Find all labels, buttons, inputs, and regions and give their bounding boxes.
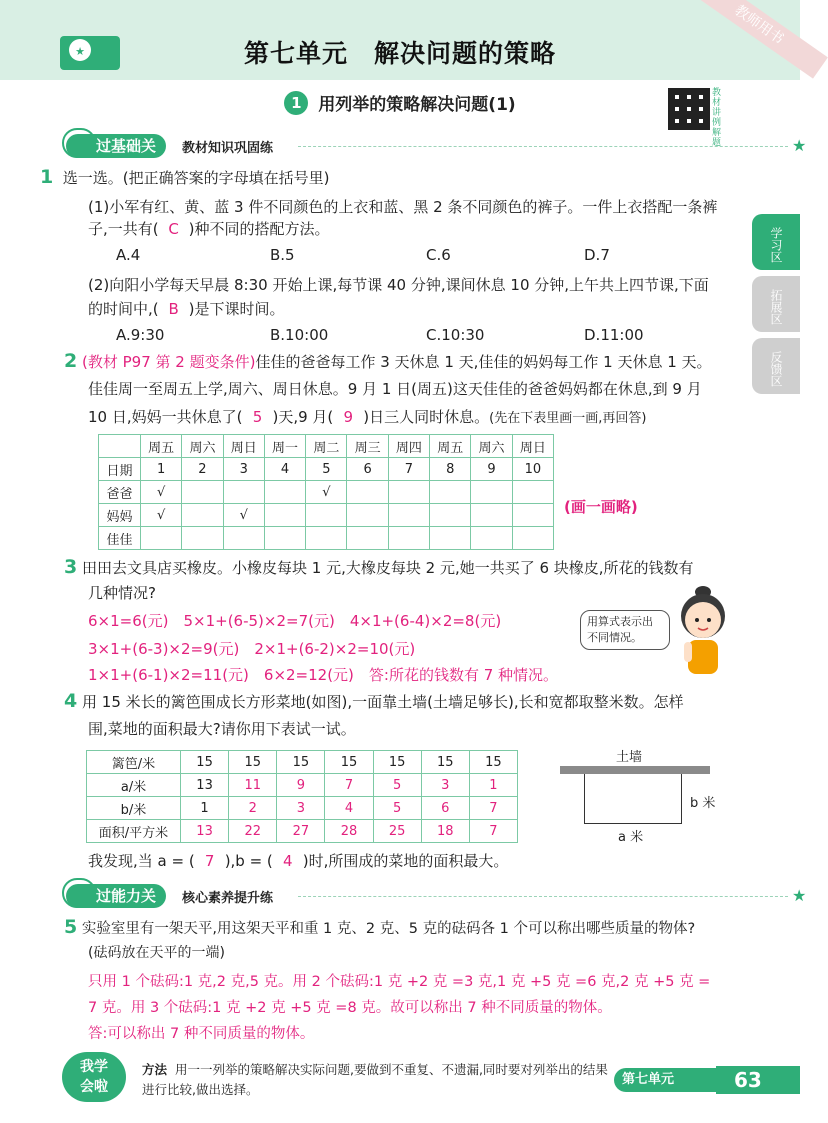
table-cell: [512, 527, 553, 550]
unit-label: 第七单元: [614, 1068, 716, 1092]
lesson-number: 1: [284, 91, 308, 115]
table-cell: 15: [277, 751, 325, 774]
table-cell: √: [223, 504, 264, 527]
q2-line2: 佳佳周一至周五上学,周六、周日休息。9 月 1 日(周五)这天佳佳的爸爸妈妈都在休息,到 9 月: [88, 380, 702, 398]
table-cell: √: [141, 504, 182, 527]
speech-bubble: 用算式表示出不同情况。: [580, 610, 670, 650]
table-cell: 5: [373, 797, 421, 820]
table-cell: 3: [223, 458, 264, 481]
table-row: [87, 774, 518, 797]
b-label: b 米: [690, 796, 716, 811]
table-cell: [471, 527, 512, 550]
row-label: a/米: [87, 774, 181, 797]
q1-part2-line2: 的时间中,( B )是下课时间。: [88, 300, 285, 318]
table-cell: 27: [277, 820, 325, 843]
table-cell: [388, 504, 429, 527]
row-label: b/米: [87, 797, 181, 820]
q2-line1: 2 (教材 P97 第 2 题变条件)佳佳的爸爸每工作 3 天休息 1 天,佳佳的妈妈每工作 1 天休息 1 天。: [64, 350, 712, 372]
table-cell: [347, 481, 388, 504]
q1-part2-line1: (2)向阳小学每天早晨 8:30 开始上课,每节课 40 分钟,课间休息 10 分钟,上午共上四节课,下面: [88, 276, 709, 294]
table-cell: 9: [471, 458, 512, 481]
table-cell: 8: [430, 458, 471, 481]
vegetable-plot: [584, 774, 682, 824]
answer-blank[interactable]: 7: [204, 852, 215, 870]
corner-stamp: 教师用书: [690, 0, 828, 79]
wall-bar: [560, 766, 710, 774]
table-cell: [512, 481, 553, 504]
q4-line1: 4 用 15 米长的篱笆围成长方形菜地(如图),一面靠土墙(土墙足够长),长和宽都取整米数。怎样: [64, 690, 684, 712]
draw-note: (画一画略): [564, 498, 638, 516]
table-cell: [264, 504, 305, 527]
answer-blank[interactable]: 4: [283, 852, 293, 870]
q3-answer-line2: 3×1+(6-3)×2=9(元) 2×1+(6-2)×2=10(元): [88, 640, 416, 658]
question-number: 5: [64, 916, 78, 938]
table-row: [99, 527, 554, 550]
table-cell: [430, 527, 471, 550]
learned-badge: 我学 会啦: [62, 1052, 126, 1102]
table-cell: 4: [264, 458, 305, 481]
table-cell: 周三: [347, 435, 388, 458]
table-cell: [264, 527, 305, 550]
table-cell: √: [141, 481, 182, 504]
table-cell: [471, 504, 512, 527]
table-cell: [264, 481, 305, 504]
star-icon: ★: [792, 136, 807, 155]
table-cell: 1: [181, 797, 229, 820]
page-number: 63: [716, 1066, 800, 1094]
table-cell: 22: [229, 820, 277, 843]
table-cell: 7: [388, 458, 429, 481]
option-c: C.10:30: [426, 326, 485, 344]
source-note: (教材 P97 第 2 题变条件): [82, 353, 256, 371]
q3-answer-line3: 1×1+(6-1)×2=11(元) 6×2=12(元) 答:所花的钱数有 7 种情况。: [88, 666, 559, 684]
row-label: 篱笆/米: [87, 751, 181, 774]
table-cell: 7: [469, 820, 517, 843]
table-cell: 15: [229, 751, 277, 774]
table-cell: [347, 504, 388, 527]
answer-blank[interactable]: B: [168, 300, 179, 318]
q5-line2: (砝码放在天平的一端): [88, 945, 225, 961]
option-d: D.11:00: [584, 326, 644, 344]
divider: [298, 146, 788, 147]
table-cell: 25: [373, 820, 421, 843]
table-cell: 6: [347, 458, 388, 481]
table-cell: [182, 504, 223, 527]
q5-answer-line1: 只用 1 个砝码:1 克,2 克,5 克。用 2 个砝码:1 克 +2 克 =3 克,1 克 +5 克 =6 克,2 克 +5 克 =: [88, 974, 711, 990]
table-cell: [223, 527, 264, 550]
table-cell: 7: [325, 774, 373, 797]
divider: [298, 896, 788, 897]
table-cell: [141, 527, 182, 550]
table-cell: 5: [373, 774, 421, 797]
q5-answer-line3: 答:可以称出 7 种不同质量的物体。: [88, 1026, 315, 1042]
q2-line3: 10 日,妈妈一共休息了( 5 )天,9 月( 9 )日三人同时休息。(先在下表里画一画,再回答): [88, 408, 647, 426]
q3-line2: 几种情况?: [88, 584, 156, 602]
table-cell: 周六: [471, 435, 512, 458]
chapter-title: 第七单元 解决问题的策略: [243, 39, 556, 68]
answer-blank[interactable]: 5: [252, 408, 263, 426]
side-tab-study[interactable]: 学习区: [752, 214, 800, 270]
calendar-table: [98, 434, 554, 550]
method-label: 方法: [142, 1062, 168, 1077]
table-cell: [512, 504, 553, 527]
table-cell: 15: [421, 751, 469, 774]
question-number: 2: [64, 350, 78, 372]
q4-line2: 围,菜地的面积最大?请你用下表试一试。: [88, 720, 356, 738]
option-b: B.5: [270, 246, 295, 264]
table-cell: 28: [325, 820, 373, 843]
table-cell: 2: [229, 797, 277, 820]
table-cell: 15: [325, 751, 373, 774]
girl-character-icon: [670, 582, 736, 678]
table-cell: 3: [277, 797, 325, 820]
table-cell: 周五: [430, 435, 471, 458]
row-label: 日期: [99, 458, 141, 481]
wall-label: 土墙: [616, 750, 643, 765]
fence-table: [86, 750, 518, 843]
q1-stem: 1 选一选。(把正确答案的字母填在括号里): [40, 166, 330, 188]
method-tip: 方法 用一一列举的策略解决实际问题,要做到不重复、不遗漏,同时要对列举出的结果进行比较,做出选择。: [142, 1062, 608, 1097]
table-cell: [182, 527, 223, 550]
table-cell: 15: [469, 751, 517, 774]
table-row: [99, 504, 554, 527]
table-cell: [306, 504, 347, 527]
star-icon: ★: [792, 886, 807, 905]
side-tab-feedback[interactable]: 反馈区: [752, 338, 800, 394]
svg-text:★: ★: [75, 45, 85, 58]
option-a: A.9:30: [116, 326, 165, 344]
option-a: A.4: [116, 246, 141, 264]
table-cell: [430, 481, 471, 504]
table-cell: 4: [325, 797, 373, 820]
table-cell: 周日: [223, 435, 264, 458]
table-cell: [223, 481, 264, 504]
q3-line1: 3 田田去文具店买橡皮。小橡皮每块 1 元,大橡皮每块 2 元,她一共买了 6 块橡皮,所花的钱数有: [64, 556, 694, 578]
table-cell: [182, 481, 223, 504]
table-cell: 周五: [141, 435, 182, 458]
table-row: [87, 820, 518, 843]
table-row: [87, 797, 518, 820]
q3-answer-line1: 6×1=6(元) 5×1+(6-5)×2=7(元) 4×1+(6-4)×2=8(元): [88, 612, 502, 630]
question-number: 3: [64, 556, 78, 578]
table-cell: 7: [469, 797, 517, 820]
answer-blank[interactable]: 9: [343, 408, 354, 426]
table-cell: 周一: [264, 435, 305, 458]
table-row: [99, 481, 554, 504]
side-tab-extend[interactable]: 拓展区: [752, 276, 800, 332]
table-cell: 1: [141, 458, 182, 481]
table-cell: 6: [421, 797, 469, 820]
table-cell: [471, 481, 512, 504]
table-cell: 2: [182, 458, 223, 481]
section-tag: 过基础关: [66, 134, 166, 158]
table-cell: 13: [181, 774, 229, 797]
q5-line1: 5 实验室里有一架天平,用这架天平和重 1 克、2 克、5 克的砝码各 1 个可以称出哪些质量的物体?: [64, 916, 696, 938]
option-c: C.6: [426, 246, 451, 264]
question-number: 1: [40, 166, 54, 188]
table-row: [87, 751, 518, 774]
table-cell: 11: [229, 774, 277, 797]
table-cell: 3: [421, 774, 469, 797]
question-number: 4: [64, 690, 78, 712]
table-cell: 1: [469, 774, 517, 797]
section-banner-ability: [66, 884, 806, 908]
row-label: 佳佳: [99, 527, 141, 550]
table-cell: 周日: [512, 435, 553, 458]
q4-conclusion: 我发现,当 a = ( 7 ),b = ( 4 )时,所围成的菜地的面积最大。: [88, 852, 509, 870]
row-label: 爸爸: [99, 481, 141, 504]
table-cell: √: [306, 481, 347, 504]
table-cell: 18: [421, 820, 469, 843]
table-cell: [306, 527, 347, 550]
table-row: [99, 458, 554, 481]
table-row: [99, 435, 554, 458]
section-subtitle: 核心素养提升练: [182, 891, 274, 906]
section-banner-basic: [66, 134, 806, 158]
qr-code[interactable]: [668, 88, 710, 130]
q5-answer-line2: 7 克。用 3 个砝码:1 克 +2 克 +5 克 =8 克。故可以称出 7 种不同质量的物体。: [88, 1000, 612, 1016]
table-cell: [388, 481, 429, 504]
section-subtitle: 教材知识巩固练: [182, 141, 274, 156]
table-cell: 15: [181, 751, 229, 774]
qr-label: 教材讲例解题: [712, 88, 722, 148]
row-label: 面积/平方米: [87, 820, 181, 843]
option-b: B.10:00: [270, 326, 329, 344]
q1-part1-line2: 子,一共有( C )种不同的搭配方法。: [88, 220, 330, 238]
lesson-title: 用列举的策略解决问题(1): [318, 95, 516, 115]
table-cell: [347, 527, 388, 550]
table-cell: 周四: [388, 435, 429, 458]
table-cell: 13: [181, 820, 229, 843]
table-cell: [388, 527, 429, 550]
row-label: 妈妈: [99, 504, 141, 527]
table-cell: 15: [373, 751, 421, 774]
option-d: D.7: [584, 246, 610, 264]
table-cell: 10: [512, 458, 553, 481]
a-label: a 米: [618, 830, 644, 845]
table-cell: 周六: [182, 435, 223, 458]
table-cell: 5: [306, 458, 347, 481]
table-cell: 9: [277, 774, 325, 797]
answer-blank[interactable]: C: [168, 220, 179, 238]
table-cell: 周二: [306, 435, 347, 458]
section-tag: 过能力关: [66, 884, 166, 908]
table-cell: [430, 504, 471, 527]
q1-part1-line1: (1)小军有红、黄、蓝 3 件不同颜色的上衣和蓝、黑 2 条不同颜色的裤子。一件上衣搭配一条裤: [88, 198, 718, 216]
